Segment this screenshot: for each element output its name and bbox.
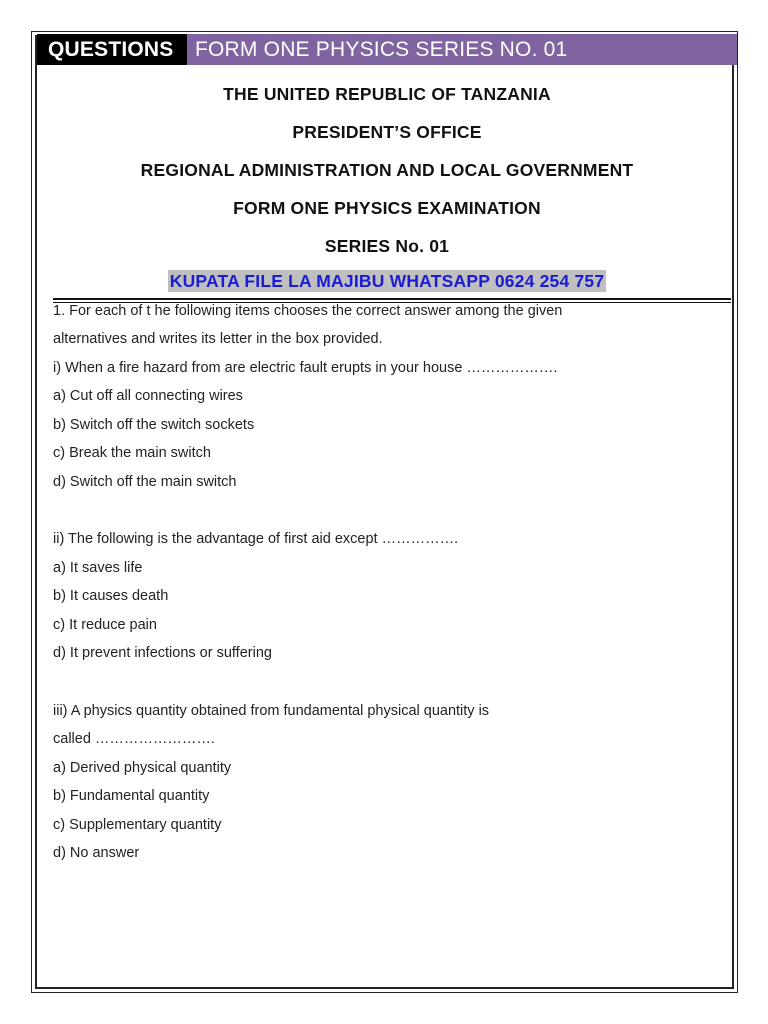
title-exam: FORM ONE PHYSICS EXAMINATION (233, 198, 541, 218)
question-ii-option-a: a) It saves life (53, 560, 143, 576)
question-1-instruction: 1. For each of t he following items chooses the correct answer among the given (53, 303, 563, 319)
question-1-instruction-cont: alternatives and writes its letter in the box provided. (53, 331, 383, 347)
question-i-option-b: b) Switch off the switch sockets (53, 417, 255, 433)
question-iii-option-a: a) Derived physical quantity (53, 760, 232, 776)
question-iii-stem: iii) A physics quantity obtained from fundamental physical quantity is (53, 703, 490, 719)
title-republic: THE UNITED REPUBLIC OF TANZANIA (223, 84, 551, 104)
question-iii-option-d: d) No answer (53, 845, 140, 861)
title-presidents-office: PRESIDENT’S OFFICE (292, 122, 482, 142)
question-i-option-c: c) Break the main switch (53, 445, 211, 461)
whatsapp-contact: KUPATA FILE LA MAJIBU WHATSAPP 0624 254 757 (169, 271, 605, 291)
question-i-option-d: d) Switch off the main switch (53, 474, 237, 490)
title-series: SERIES No. 01 (324, 236, 450, 256)
header-series-title: FORM ONE PHYSICS SERIES NO. 01 (187, 34, 737, 65)
question-iii-stem-cont: called ……………………. (53, 731, 215, 747)
double-rule-top (53, 298, 731, 300)
question-iii-option-c: c) Supplementary quantity (53, 817, 222, 833)
question-i-stem: i) When a fire hazard from are electric fault erupts in your house ………………. (53, 360, 558, 376)
question-ii-option-d: d) It prevent infections or suffering (53, 645, 272, 661)
question-i-option-a: a) Cut off all connecting wires (53, 388, 243, 404)
question-ii-stem: ii) The following is the advantage of first aid except ……………. (53, 531, 459, 547)
title-regional-admin: REGIONAL ADMINISTRATION AND LOCAL GOVERNMENT (140, 160, 634, 180)
header-band (37, 34, 737, 65)
question-ii-option-c: c) It reduce pain (53, 617, 157, 633)
question-iii-option-b: b) Fundamental quantity (53, 788, 210, 804)
contact-line (37, 271, 737, 292)
header-questions-label: QUESTIONS (37, 34, 187, 65)
question-ii-option-b: b) It causes death (53, 588, 169, 604)
